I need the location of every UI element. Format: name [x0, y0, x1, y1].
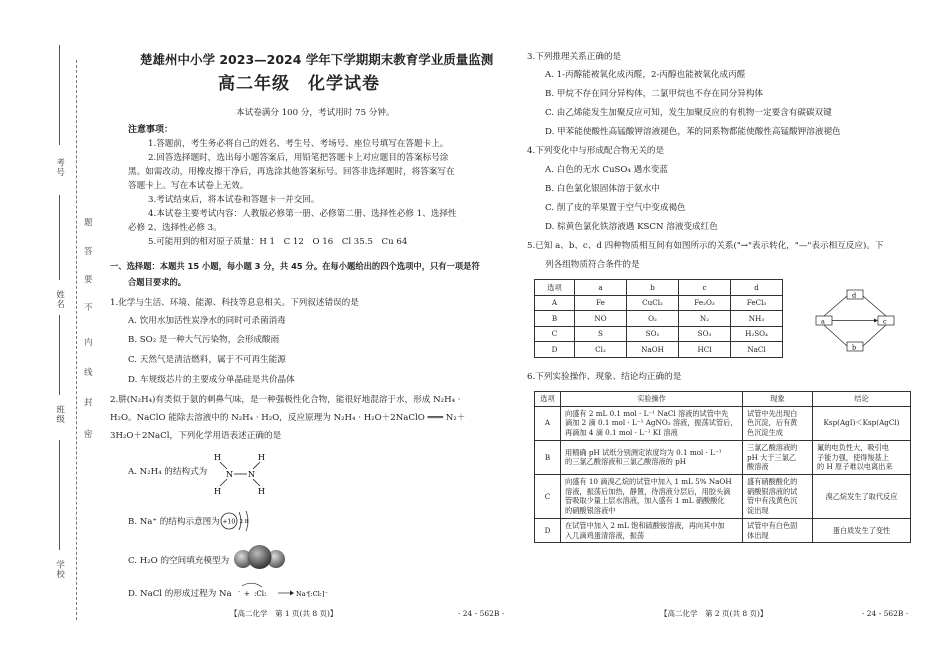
table-cell — [561, 518, 743, 542]
q6-experiment-table — [534, 391, 911, 543]
q2-option-d[interactable]: D. NaCl 的形成过程为 Na — [128, 589, 232, 599]
q2-stem: H₂O。NaClO 能除去溶液中的 N₂H₄ · H₂O，反应原理为 N₂H₄ · H₂O＋2NaClO ═══ N₂＋ — [110, 413, 466, 423]
cell-line: 溴乙烷发生了取代反应 — [825, 491, 898, 501]
h2o-space-filling-model — [232, 543, 287, 571]
name-fill-line[interactable] — [59, 195, 60, 280]
notes-line: 2.回答选择题时，选出每小题答案后，用铅笔把答题卡上对应题目的答案标号涂 — [148, 153, 449, 163]
table-cell: D — [535, 518, 561, 542]
q5-stem: 列各组物质符合条件的是 — [545, 260, 640, 270]
seal-char: 密 — [84, 430, 93, 440]
notes-line: 5.可能用到的相对原子质量：H 1 C 12 O 16 Cl 35.5 Cu 64 — [148, 237, 408, 247]
table-cell — [813, 406, 911, 440]
table-cell — [743, 406, 813, 440]
table-cell: NO — [575, 311, 627, 327]
seal-char: 题 — [84, 218, 93, 228]
footer-page-right: 【高二化学 第 2 页(共 8 页)】 — [660, 609, 768, 618]
table-cell: NH₃ — [731, 311, 783, 327]
cl-ion: [:Cl:]⁻ — [308, 590, 328, 598]
table-cell: B — [535, 440, 561, 474]
table-cell — [561, 440, 743, 474]
q1-option-c[interactable]: C. 天然气是清洁燃料，属于不可再生能源 — [128, 355, 286, 365]
svg-text:+: + — [244, 590, 250, 598]
cell-line: 用精确 pH 试纸分别测定浓度均为 0.1 mol · L⁻¹ — [565, 447, 722, 457]
table-cell: C — [535, 326, 575, 342]
cell-line: 子能力强，使得羧基上 — [817, 452, 889, 462]
seal-char: 封 — [84, 398, 93, 408]
node-b: b — [852, 343, 857, 352]
exam-no-label: 考号 — [54, 158, 65, 177]
cell-line: Ksp(AgI)＜Ksp(AgCl) — [823, 418, 900, 428]
notes-line: 1.答题前，考生务必将自己的姓名、考生号、考场号、座位号填写在答题卡上。 — [148, 139, 449, 149]
table-cell: HCl — [679, 342, 731, 358]
table-cell: NaOH — [627, 342, 679, 358]
cl-atom: :Cl: — [254, 590, 267, 598]
cell-line: 向盛有 10 滴溴乙烷的试管中加入 1 mL 5% NaOH — [565, 477, 732, 487]
cell-line: 再滴加 4 滴 0.1 mol · L⁻¹ KI 溶液 — [565, 428, 678, 438]
seal-char: 内 — [84, 338, 93, 348]
table-cell: B — [535, 311, 575, 327]
cell-line: 色沉淀，后有黄 — [747, 418, 798, 428]
notes-line: 必修 2、选择性必修 3。 — [128, 223, 222, 233]
q3-stem: 3.下列推理关系正确的是 — [527, 52, 622, 62]
notes-heading: 注意事项： — [128, 125, 174, 135]
table-cell: Fe₂O₃ — [679, 295, 731, 311]
q1-option-b[interactable]: B. SO₂ 是一种大气污染物，会形成酸雨 — [128, 335, 280, 345]
school-label: 学校 — [54, 560, 65, 579]
notes-line: 黑。如需改动，用橡皮擦干净后，再选涂其他答案标号。回答非选择题时，将答案写在 — [128, 167, 455, 177]
node-c: c — [883, 317, 887, 326]
table-header-row — [535, 280, 783, 296]
school-fill-line[interactable] — [59, 440, 60, 550]
seal-char: 答 — [84, 247, 93, 257]
footer-code-left: · 24 - 562B · — [458, 609, 505, 618]
table-cell: Cl₂ — [575, 342, 627, 358]
table-header-cell: 结论 — [813, 392, 911, 407]
table-cell: D — [535, 342, 575, 358]
seal-char: 线 — [84, 368, 93, 378]
table-cell — [813, 475, 911, 519]
cell-line: 硝酸银溶液的试 — [747, 486, 798, 496]
atom-h: H — [258, 487, 265, 496]
cell-line: 入几滴鸡蛋清溶液，振荡 — [565, 530, 645, 540]
table-header-cell: 选项 — [535, 280, 575, 296]
seal-line — [76, 60, 77, 620]
q1-stem: 1.化学与生活、环境、能源、科技等息息相关。下列叙述错误的是 — [110, 298, 359, 308]
node-a: a — [821, 317, 825, 326]
q4-stem: 4.下列变化中与形成配合物无关的是 — [527, 146, 665, 156]
q2-option-c[interactable]: C. H₂O 的空间填充模型为 — [128, 556, 230, 566]
cell-line: 盛有硝酸酸化的 — [747, 477, 798, 487]
table-row — [535, 440, 911, 474]
svg-text:·: · — [238, 588, 241, 596]
cell-line: 溶液，振荡后加热，静置，待溶液分层后，用胶头滴 — [565, 486, 731, 496]
atom-n: N — [226, 470, 233, 479]
q4-option-a[interactable]: A. 白色的无水 CuSO₄ 遇水变蓝 — [545, 165, 668, 175]
table-header-cell: c — [679, 280, 731, 296]
atom-h: H — [214, 487, 221, 496]
q6-stem: 6.下列实验操作、现象、结论均正确的是 — [527, 372, 682, 382]
table-header-cell: 选项 — [535, 392, 561, 407]
cell-line: 向盛有 2 mL 0.1 mol · L⁻¹ NaCl 溶液的试管中先 — [565, 408, 729, 418]
q1-option-d[interactable]: D. 车规级芯片的主要成分单晶硅是共价晶体 — [128, 375, 295, 385]
table-header-cell: 实验操作 — [561, 392, 743, 407]
table-cell: S — [575, 326, 627, 342]
class-label: 班级 — [54, 405, 65, 424]
table-row — [535, 311, 783, 327]
table-cell — [813, 518, 911, 542]
cell-line: 淀出现 — [747, 506, 769, 516]
table-row — [535, 326, 783, 342]
q3-option-a[interactable]: A. 1-丙醇能被氧化成丙醛，2-丙醇也能被氧化成丙醛 — [545, 70, 746, 80]
na-ion: Na⁺ — [296, 590, 309, 598]
q2-stem: 3H₂O＋2NaCl，下列化学用语表述正确的是 — [110, 431, 282, 441]
table-header-cell: b — [627, 280, 679, 296]
table-cell: A — [535, 406, 561, 440]
table-row — [535, 342, 783, 358]
q4-option-b[interactable]: B. 白色氯化银固体溶于氨水中 — [545, 184, 660, 194]
n2h4-structure-figure — [208, 450, 278, 498]
table-header-row — [535, 392, 911, 407]
table-cell: FeCl₃ — [731, 295, 783, 311]
exam-subtitle: 高二年级 化学试卷 — [218, 74, 380, 94]
notes-line: 4.本试卷主要考试内容：人教版必修第一册、必修第二册、选择性必修 1、选择性 — [148, 209, 457, 219]
table-cell — [743, 475, 813, 519]
cell-line: 的 H 原子难以电离出来 — [817, 462, 893, 472]
footer-code-right: · 24 - 562B · — [862, 609, 909, 618]
table-cell — [813, 440, 911, 474]
table-cell: H₂SO₄ — [731, 326, 783, 342]
footer-page-left: 【高二化学 第 1 页(共 8 页)】 — [230, 609, 338, 618]
table-header-cell: 现象 — [743, 392, 813, 407]
table-row — [535, 475, 911, 519]
cell-line: 试管中有白色固 — [747, 520, 798, 530]
q1-option-a[interactable]: A. 饮用水加活性炭净水的同时可杀菌消毒 — [128, 316, 286, 326]
table-header-cell: d — [731, 280, 783, 296]
table-cell: N₂ — [679, 311, 731, 327]
cell-line: 管中有浅黄色沉 — [747, 496, 798, 506]
seal-char: 不 — [84, 303, 93, 313]
binding-margin — [40, 0, 110, 650]
table-cell — [561, 475, 743, 519]
node-d: d — [852, 291, 857, 300]
table-cell: NaCl — [731, 342, 783, 358]
cell-line: pH 大于三氯乙 — [747, 452, 797, 462]
na-ion-structure-figure — [218, 508, 258, 534]
atom-h: H — [214, 453, 221, 462]
table-cell — [743, 518, 813, 542]
table-cell: A — [535, 295, 575, 311]
cell-line: 试管中先出现白 — [747, 408, 798, 418]
cell-line: 蛋白质发生了变性 — [832, 525, 891, 535]
q3-option-b[interactable]: B. 甲烷不存在同分异构体，二氯甲烷也不存在同分异构体 — [545, 89, 764, 99]
q3-option-d[interactable]: D. 甲苯能使酸性高锰酸钾溶液褪色，苯的同系物都能使酸性高锰酸钾溶液褪色 — [545, 127, 841, 137]
cell-line: 三氯乙酸溶液的 — [747, 442, 798, 452]
table-row — [535, 295, 783, 311]
q4-option-d[interactable]: D. 棕黄色氯化铁溶液遇 KSCN 溶液变成红色 — [545, 222, 718, 232]
atom-n: N — [248, 470, 255, 479]
name-label: 姓名 — [54, 290, 65, 309]
notes-line: 答题卡上。写在本试卷上无效。 — [128, 181, 249, 191]
table-cell: CuCl₂ — [627, 295, 679, 311]
nucleus-charge: +10 — [222, 518, 236, 526]
table-cell: C — [535, 475, 561, 519]
table-cell: SO₃ — [679, 326, 731, 342]
cell-line: 氟的电负性大，吸引电 — [817, 442, 889, 452]
cell-line: 的三氯乙酸溶液和三氯乙酸溶液的 pH — [565, 457, 686, 467]
cell-line: 滴加 2 滴 0.1 mol · L⁻¹ AgNO₃ 溶液，振荡试管后， — [565, 418, 738, 428]
cell-line: 管吸取少量上层水溶液，加入盛有 1 mL 硝酸酸化 — [565, 496, 725, 506]
section1-instruction: 一、选择题：本题共 15 小题，每小题 3 分，共 45 分。在每小题给出的四个选项中，只有一项是符 — [110, 261, 480, 271]
table-cell: SO₂ — [627, 326, 679, 342]
table-cell — [743, 440, 813, 474]
table-row — [535, 518, 911, 542]
table-cell: Fe — [575, 295, 627, 311]
q2-option-b[interactable]: B. Na⁺ 的结构示意图为 — [128, 517, 220, 527]
q5-stem: 5.已知 a、b、c、d 四种物质相互间有如图所示的关系("→"表示转化，"—"表示相互反应)。下 — [527, 241, 884, 251]
q3-option-c[interactable]: C. 由乙烯能发生加聚反应可知，发生加聚反应的有机物一定要含有碳碳双键 — [545, 108, 832, 118]
q5-relation-diagram — [812, 288, 900, 354]
class-fill-line[interactable] — [59, 315, 60, 395]
q5-options-table — [534, 279, 783, 358]
notes-line: 3.考试结束后，将本试卷和答题卡一并交回。 — [148, 195, 320, 205]
atom-h: H — [258, 453, 265, 462]
table-row — [535, 406, 911, 440]
cell-line: 体出现 — [747, 530, 769, 540]
table-cell: O₂ — [627, 311, 679, 327]
q2-stem: 2.肼(N₂H₄)有类似于氨的刺鼻气味，是一种强极性化合物，能很好地混溶于水，形成 N₂H₄ · — [110, 395, 461, 405]
cell-line: 酸溶液 — [747, 462, 769, 472]
nacl-formation-figure — [238, 582, 333, 602]
section1-instruction: 合题目要求的。 — [128, 277, 187, 287]
table-cell — [561, 406, 743, 440]
q4-option-c[interactable]: C. 削了皮的苹果置于空气中变成褐色 — [545, 203, 686, 213]
score-info: 本试卷满分 100 分，考试用时 75 分钟。 — [236, 108, 395, 118]
exam-no-fill-line[interactable] — [59, 45, 60, 145]
seal-char: 要 — [84, 275, 93, 285]
cell-line: 的硝酸银溶液中 — [565, 506, 616, 516]
table-header-cell: a — [575, 280, 627, 296]
exam-title: 楚雄州中小学 2023—2024 学年下学期期末教育学业质量监测 — [140, 52, 494, 67]
cell-line: 在试管中加入 2 mL 饱和硫酸铵溶液，再向其中加 — [565, 520, 725, 530]
q2-option-a[interactable]: A. N₂H₄ 的结构式为 — [128, 467, 208, 477]
cell-line: 色沉淀生成 — [747, 428, 783, 438]
electron-shells: 2 8 — [239, 519, 249, 525]
